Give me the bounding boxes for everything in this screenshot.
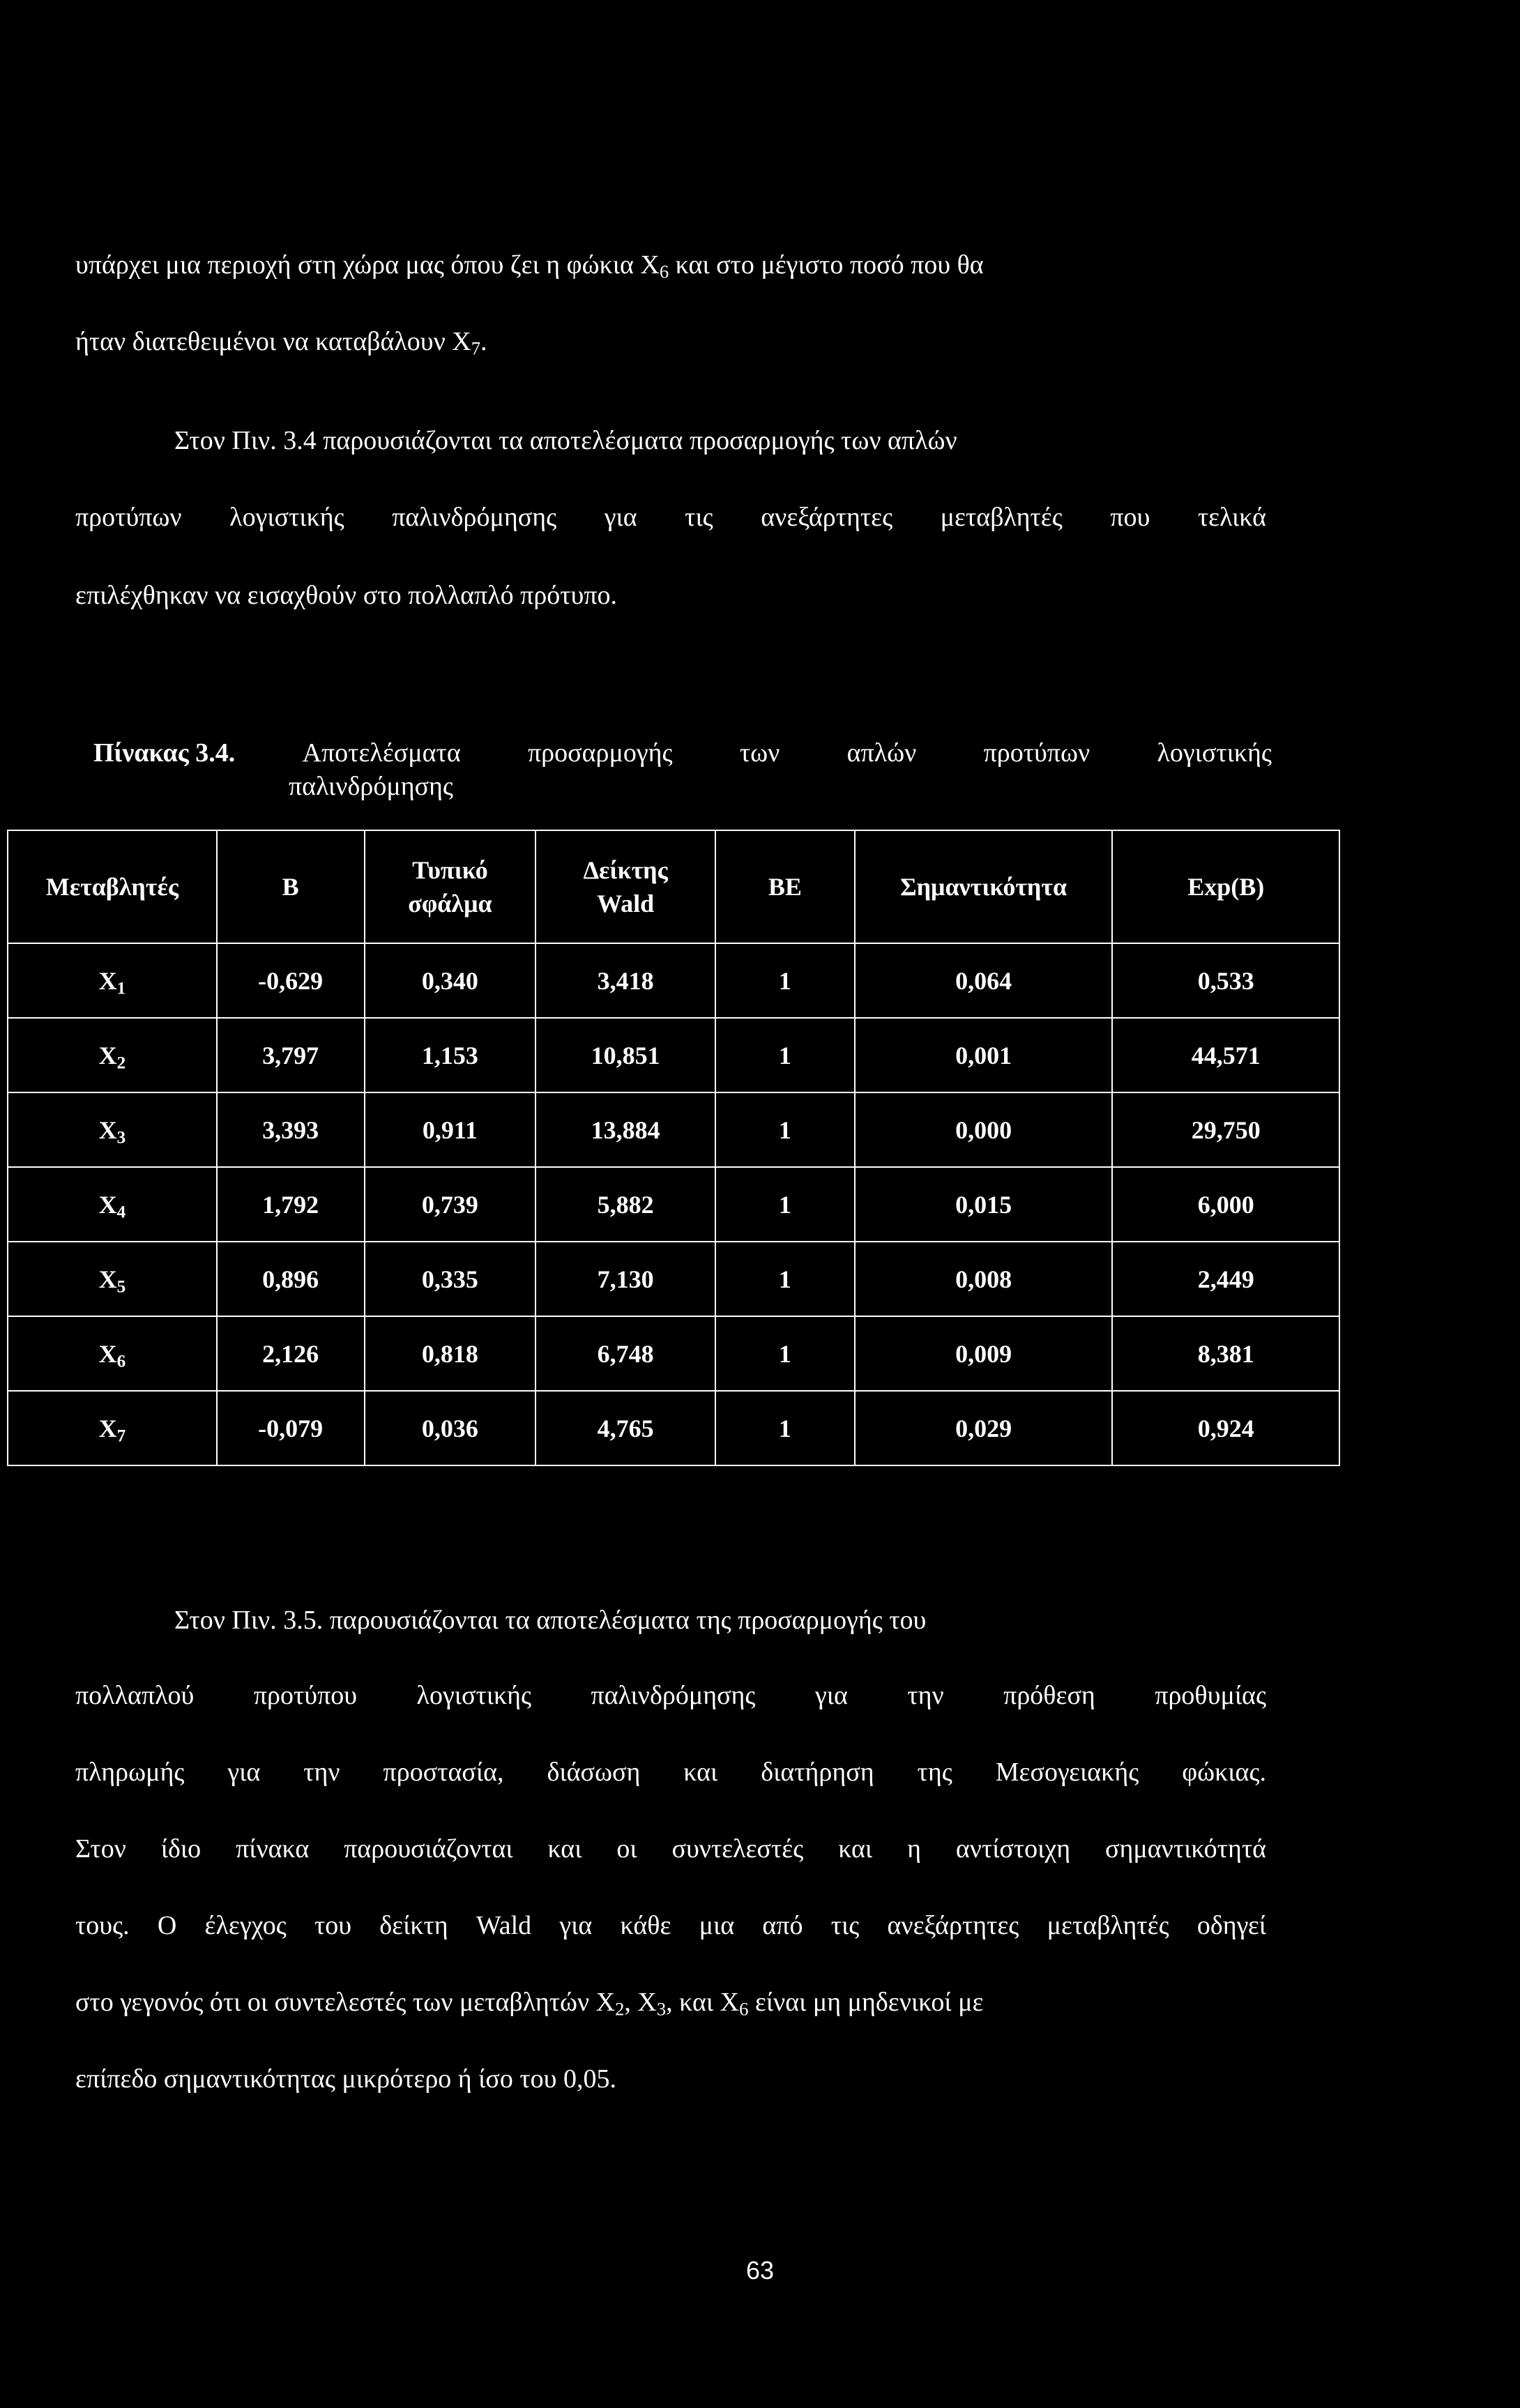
table-row [8,1242,1339,1316]
paragraph-bottom-line-6 [75,1986,983,2019]
caption-word: προσαρμογής [528,738,673,768]
header-standard-error [365,830,536,943]
text-run: , X [624,1988,657,2017]
header-text: Τυπικό [412,856,488,884]
paragraph-bottom-line-4: Στον ίδιο πίνακα παρουσιάζονται και οι συντελεστές και η αντίστοιχη σημαντικότητά [75,1834,1266,1864]
header-text: σφάλμα [408,890,492,917]
text-run: και στο μέγιστο ποσό που θα [669,250,984,280]
cell-se: 0,911 [365,1092,536,1167]
header-text: B [282,873,299,901]
text-run: στο γεγονός ότι οι συντελεστές των μεταβλητών X [75,1988,616,2017]
text-run: υπάρχει μια περιοχή στη χώρα μας όπου ζει η φώκια X [75,250,660,280]
cell-wald: 4,765 [535,1391,715,1465]
cell-b: 3,797 [217,1018,365,1092]
cell-text: X [98,1414,117,1442]
page-number: 63 [745,2256,775,2285]
paragraph-top-line-2 [75,325,487,358]
caption-word: Αποτελέσματα [302,738,461,768]
cell-text: X [98,1190,117,1219]
subscript: 4 [116,1202,126,1221]
table-caption [93,736,1272,803]
paragraph-bottom-line-7: επίπεδο σημαντικότητας μικρότερο ή ίσο του 0,05. [75,2064,616,2094]
cell-df: 1 [715,1167,855,1242]
caption-word: των [739,738,780,768]
table-caption-line-2: παλινδρόμησης [289,772,453,801]
subscript: 6 [659,261,669,282]
header-text: ΒΕ [768,873,802,901]
header-b [217,830,365,943]
text-run: ήταν διατεθειμένοι να καταβάλουν X [75,327,471,356]
cell-se: 0,739 [365,1167,536,1242]
cell-text: X [98,966,117,995]
cell-df: 1 [715,1316,855,1391]
header-text: Wald [597,890,655,917]
cell-b: 0,896 [217,1242,365,1316]
cell-sig: 0,029 [855,1391,1113,1465]
subscript: 3 [116,1127,126,1147]
cell-df: 1 [715,1018,855,1092]
cell-b: 1,792 [217,1167,365,1242]
results-table [7,830,1340,1466]
cell-df: 1 [715,1242,855,1316]
header-text: Δείκτης [583,856,668,884]
paragraph-bottom-line-3: πληρωμής για την προστασία, διάσωση και διατήρηση της Μεσογειακής φώκιας. [75,1758,1266,1787]
subscript: 1 [116,978,126,998]
cell-wald: 6,748 [535,1316,715,1391]
paragraph-intro-line-2: προτύπων λογιστικής παλινδρόμησης για τις ανεξάρτητες μεταβλητές που τελικά [75,503,1266,532]
cell-df: 1 [715,1092,855,1167]
cell-wald: 7,130 [535,1242,715,1316]
subscript: 2 [615,1998,625,2020]
caption-word: απλών [846,738,917,768]
cell-exp: 0,533 [1112,943,1339,1018]
header-text: Exp(B) [1187,873,1265,901]
text-run: , και X [666,1988,740,2017]
table-row [8,1092,1339,1167]
subscript: 6 [739,1998,749,2020]
cell-text: X [98,1115,117,1144]
header-variables [8,830,217,943]
subscript: 7 [116,1426,126,1445]
header-wald [535,830,715,943]
cell-sig: 0,008 [855,1242,1113,1316]
cell-text: X [98,1339,117,1368]
caption-word: λογιστικής [1157,738,1272,768]
table-row [8,1018,1339,1092]
caption-word: προτύπων [983,738,1090,768]
cell-variable [8,1316,217,1391]
cell-wald: 10,851 [535,1018,715,1092]
cell-variable [8,1391,217,1465]
cell-b: -0,079 [217,1391,365,1465]
cell-exp: 6,000 [1112,1167,1339,1242]
table-caption-line-1 [93,736,1272,770]
cell-exp: 29,750 [1112,1092,1339,1167]
subscript: 5 [116,1277,126,1296]
subscript: 3 [656,1998,667,2020]
subscript: 6 [116,1351,126,1371]
cell-exp: 8,381 [1112,1316,1339,1391]
table-row [8,1316,1339,1391]
text-run: . [480,327,487,356]
cell-variable [8,1167,217,1242]
subscript: 2 [116,1053,126,1072]
cell-variable [8,1018,217,1092]
cell-variable [8,1092,217,1167]
paragraph-intro-line-1: Στον Πιν. 3.4 παρουσιάζονται τα αποτελέσματα προσαρμογής των απλών [174,426,957,455]
cell-df: 1 [715,1391,855,1465]
header-exp-b [1112,830,1339,943]
cell-b: 2,126 [217,1316,365,1391]
cell-exp: 2,449 [1112,1242,1339,1316]
subscript: 7 [471,337,481,359]
header-significance [855,830,1113,943]
cell-sig: 0,064 [855,943,1113,1018]
cell-se: 0,340 [365,943,536,1018]
table-row [8,1167,1339,1242]
paragraph-top-line-1 [75,248,984,282]
cell-se: 0,036 [365,1391,536,1465]
table-header-row [8,830,1339,943]
cell-text: X [98,1041,117,1069]
cell-se: 1,153 [365,1018,536,1092]
cell-wald: 5,882 [535,1167,715,1242]
paragraph-intro-line-3: επιλέχθηκαν να εισαχθούν στο πολλαπλό πρότυπο. [75,581,618,610]
cell-sig: 0,000 [855,1092,1113,1167]
cell-wald: 13,884 [535,1092,715,1167]
cell-se: 0,335 [365,1242,536,1316]
paragraph-bottom-line-5: τους. Ο έλεγχος του δείκτη Wald για κάθε μια από τις ανεξάρτητες μεταβλητές οδηγεί [75,1911,1266,1940]
cell-exp: 0,924 [1112,1391,1339,1465]
cell-se: 0,818 [365,1316,536,1391]
table-caption-label: Πίνακας 3.4. [93,738,236,768]
header-text: Μεταβλητές [45,873,179,901]
paragraph-bottom-line-2: πολλαπλού προτύπου λογιστικής παλινδρόμησης για την πρόθεση προθυμίας [75,1681,1266,1710]
cell-variable [8,1242,217,1316]
cell-exp: 44,571 [1112,1018,1339,1092]
cell-df: 1 [715,943,855,1018]
table-row [8,1391,1339,1465]
cell-sig: 0,001 [855,1018,1113,1092]
header-df [715,830,855,943]
cell-wald: 3,418 [535,943,715,1018]
cell-sig: 0,015 [855,1167,1113,1242]
header-text: Σημαντικότητα [900,873,1067,901]
cell-variable [8,943,217,1018]
text-run: είναι μη μηδενικοί με [748,1988,984,2017]
cell-b: -0,629 [217,943,365,1018]
table-row [8,943,1339,1018]
cell-text: X [98,1265,117,1293]
cell-b: 3,393 [217,1092,365,1167]
paragraph-bottom-line-1: Στον Πιν. 3.5. παρουσιάζονται τα αποτελέσματα της προσαρμογής του [174,1606,927,1635]
cell-sig: 0,009 [855,1316,1113,1391]
